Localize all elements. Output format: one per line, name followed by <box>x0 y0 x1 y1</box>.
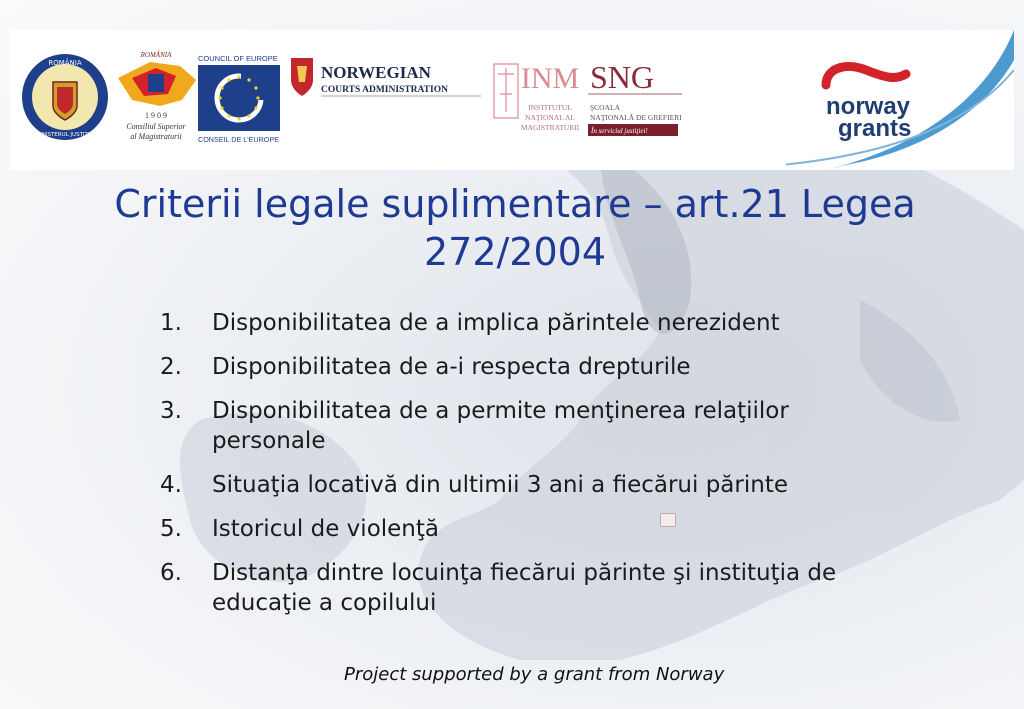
slide-title: Criterii legale suplimentare – art.21 Legea 272/2004 <box>114 182 916 274</box>
inm-letters-text: INM <box>520 62 580 95</box>
list-item-text: Istoricul de violenţă <box>212 516 439 542</box>
list-item <box>160 470 880 500</box>
criteria-list <box>160 308 880 632</box>
list-item-number: 1. <box>160 310 182 336</box>
list-item-text: Distanţa dintre locuinţa fiecărui părinte şi instituţia de educaţie a copilului <box>212 560 837 616</box>
csm-logo <box>110 48 202 148</box>
list-item-number: 5. <box>160 516 182 542</box>
ng-line2-text: grants <box>838 115 912 142</box>
coe-bottom-text: CONSEIL DE L'EUROPE <box>198 135 279 144</box>
inm-line3-text: MAGISTRATURII <box>520 123 580 132</box>
sng-line2-text: NAŢIONALĂ DE GREFIERI <box>590 113 682 122</box>
sng-line1-text: ŞCOALA <box>590 103 621 112</box>
list-item-number: 6. <box>160 560 182 586</box>
csm-top-text: ROMÂNIA <box>140 51 172 59</box>
list-item-text: Situaţia locativă din ultimii 3 ani a fiecărui părinte <box>212 472 788 498</box>
list-item <box>160 514 880 544</box>
council-of-europe-logo <box>196 52 284 146</box>
logo-band <box>10 30 1014 170</box>
ng-line1-text: norway <box>826 93 911 120</box>
inm-logo <box>488 54 588 150</box>
list-item <box>160 352 880 382</box>
list-item <box>160 308 880 338</box>
csm-line1-text: Consiliul Superior <box>126 122 186 131</box>
nca-line2-text: COURTS ADMINISTRATION <box>321 85 448 95</box>
footer-note: Project supported by a grant from Norway <box>344 664 725 685</box>
sng-line3-text: În serviciul justiţiei! <box>591 127 648 135</box>
list-item-text: Disponibilitatea de a implica părintele nerezident <box>212 310 780 336</box>
coe-top-text: COUNCIL OF EUROPE <box>198 54 278 63</box>
list-item-text: Disponibilitatea de a-i respecta drepturile <box>212 354 691 380</box>
list-item-number: 3. <box>160 398 182 424</box>
csm-year-text: 1 9 0 9 <box>145 111 167 120</box>
list-item <box>160 396 880 456</box>
list-item-number: 2. <box>160 354 182 380</box>
sng-letters-text: SNG <box>590 59 655 95</box>
ministry-justice-seal-logo <box>20 52 110 142</box>
csm-line2-text: al Magistraturii <box>130 132 182 141</box>
norwegian-courts-logo <box>287 52 483 100</box>
nca-line1-text: NORWEGIAN <box>321 63 431 82</box>
norway-grants-logo <box>786 30 1014 170</box>
list-item <box>160 558 880 618</box>
inm-line2-text: NAŢIONAL AL <box>525 113 575 122</box>
list-item-text: Disponibilitatea de a permite menţinerea relaţiilor personale <box>212 398 789 454</box>
sng-logo <box>586 54 686 150</box>
list-item-number: 4. <box>160 472 182 498</box>
inm-line1-text: INSTITUTUL <box>528 103 572 112</box>
ministry-top-text: ROMÂNIA <box>48 59 82 67</box>
ministry-bottom-text: MINISTERUL JUSTIŢIEI <box>35 132 95 138</box>
placeholder-image-icon <box>660 513 676 527</box>
